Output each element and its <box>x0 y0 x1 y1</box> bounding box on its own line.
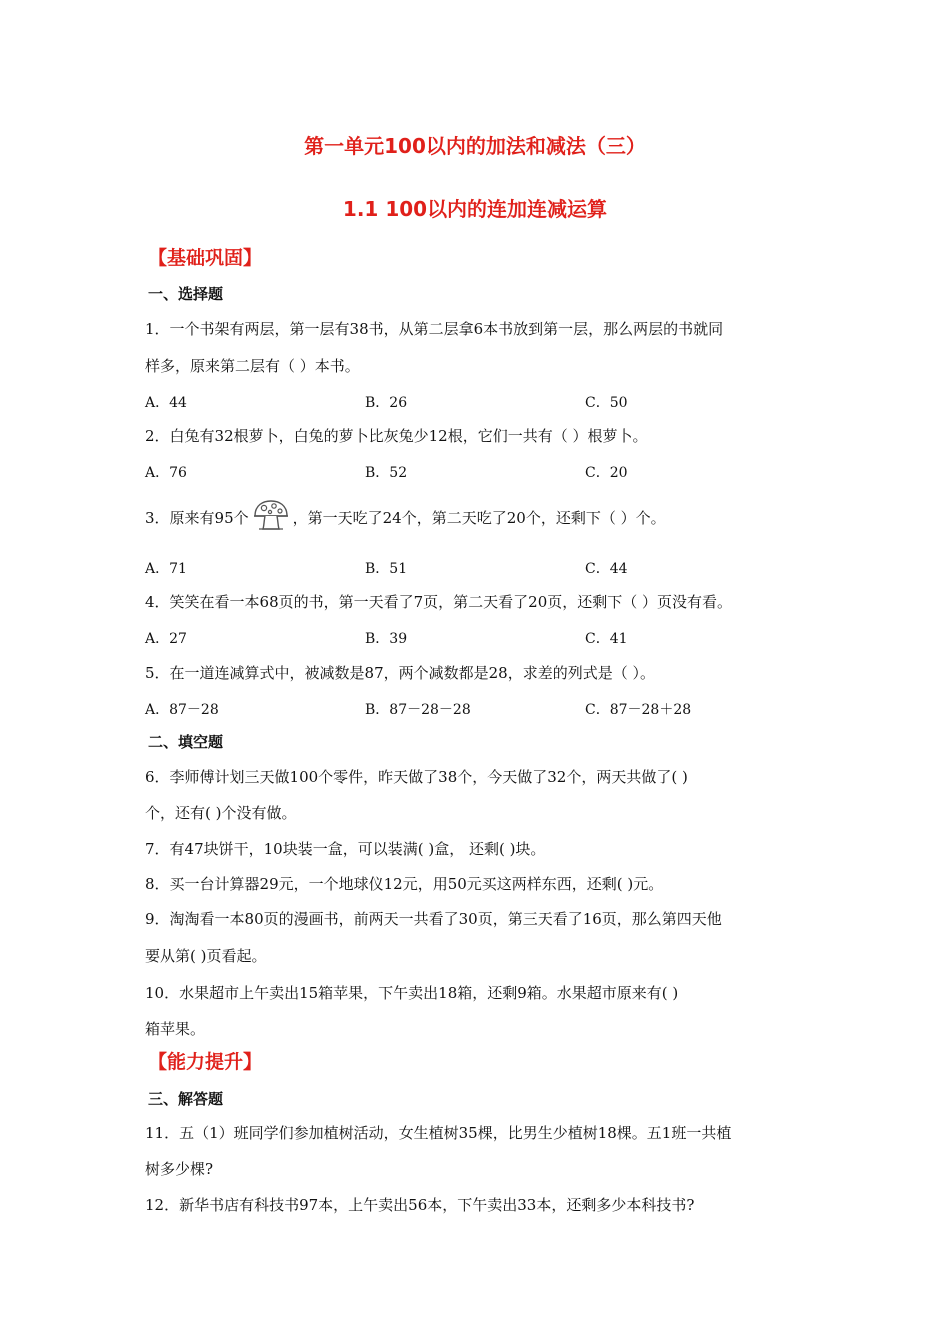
mushroom-icon <box>251 499 291 531</box>
question-1-line-1: 1．一个书架有两层，第一层有38书，从第二层拿6本书放到第一层，那么两层的书就同 <box>145 320 724 338</box>
q3-option-a: A．71 <box>145 561 187 577</box>
section-advanced: 【能力提升】 <box>148 1051 263 1073</box>
question-7-line-1: 7．有47块饼干，10块装一盒，可以装满( )盒， 还剩( )块。 <box>145 840 546 858</box>
q3-option-c: C．44 <box>585 561 628 577</box>
unit-title: 第一单元100以内的加法和减法（三） <box>304 134 646 158</box>
q4-option-c: C．41 <box>585 631 628 647</box>
q5-option-c: C．87－28＋28 <box>585 702 692 718</box>
q4-option-b: B．39 <box>365 631 408 647</box>
q2-option-b: B．52 <box>365 465 408 481</box>
question-10-line-1: 10．水果超市上午卖出15箱苹果，下午卖出18箱，还剩9箱。水果超市原来有( ) <box>145 984 679 1002</box>
q5-option-b: B．87－28－28 <box>365 702 471 718</box>
question-1-line-2: 样多，原来第二层有（ ）本书。 <box>145 357 360 375</box>
question-6-line-2: 个，还有( )个没有做。 <box>145 804 297 822</box>
q5-option-a: A．87－28 <box>145 702 219 718</box>
question-12-line-1: 12．新华书店有科技书97本，上午卖出56本，下午卖出33本，还剩多少本科技书? <box>145 1196 695 1214</box>
lesson-title: 1.1 100以内的连加连减运算 <box>342 197 608 221</box>
q3-option-b: B．51 <box>365 561 408 577</box>
question-10-line-2: 箱苹果。 <box>145 1020 206 1038</box>
question-2-line-1: 2．白兔有32根萝卜，白兔的萝卜比灰兔少12根，它们一共有（ ）根萝卜。 <box>145 427 648 445</box>
question-3-after: ，第一天吃了24个，第二天吃了20个，还剩下（ ）个。 <box>292 509 666 527</box>
question-3-before: 3．原来有95个 <box>145 509 249 527</box>
q1-option-b: B．26 <box>365 395 408 411</box>
question-5-line-1: 5．在一道连减算式中，被减数是87，两个减数都是28，求差的列式是（ ）。 <box>145 664 655 682</box>
question-9-line-2: 要从第( )页看起。 <box>145 947 267 965</box>
part-answer: 三、解答题 <box>148 1090 224 1108</box>
question-6-line-1: 6．李师傅计划三天做100个零件，昨天做了38个，今天做了32个，两天共做了( ) <box>145 768 688 786</box>
q2-option-c: C．20 <box>585 465 628 481</box>
question-8-line-1: 8．买一台计算器29元，一个地球仪12元，用50元买这两样东西，还剩( )元。 <box>145 875 664 893</box>
section-basic: 【基础巩固】 <box>148 247 263 269</box>
q1-option-a: A．44 <box>145 395 187 411</box>
question-11-line-2: 树多少棵? <box>145 1160 214 1178</box>
part-choice: 一、选择题 <box>148 285 224 303</box>
question-9-line-1: 9．淘淘看一本80页的漫画书，前两天一共看了30页，第三天看了16页，那么第四天他 <box>145 910 722 928</box>
question-4-line-1: 4．笑笑在看一本68页的书，第一天看了7页，第二天看了20页，还剩下（ ）页没有看。 <box>145 593 733 611</box>
q1-option-c: C．50 <box>585 395 628 411</box>
part-fill: 二、填空题 <box>148 733 224 751</box>
q2-option-a: A．76 <box>145 465 187 481</box>
question-11-line-1: 11．五（1）班同学们参加植树活动，女生植树35棵，比男生少植树18棵。五1班一共植 <box>145 1124 732 1142</box>
q4-option-a: A．27 <box>145 631 187 647</box>
question-3 <box>145 507 666 531</box>
